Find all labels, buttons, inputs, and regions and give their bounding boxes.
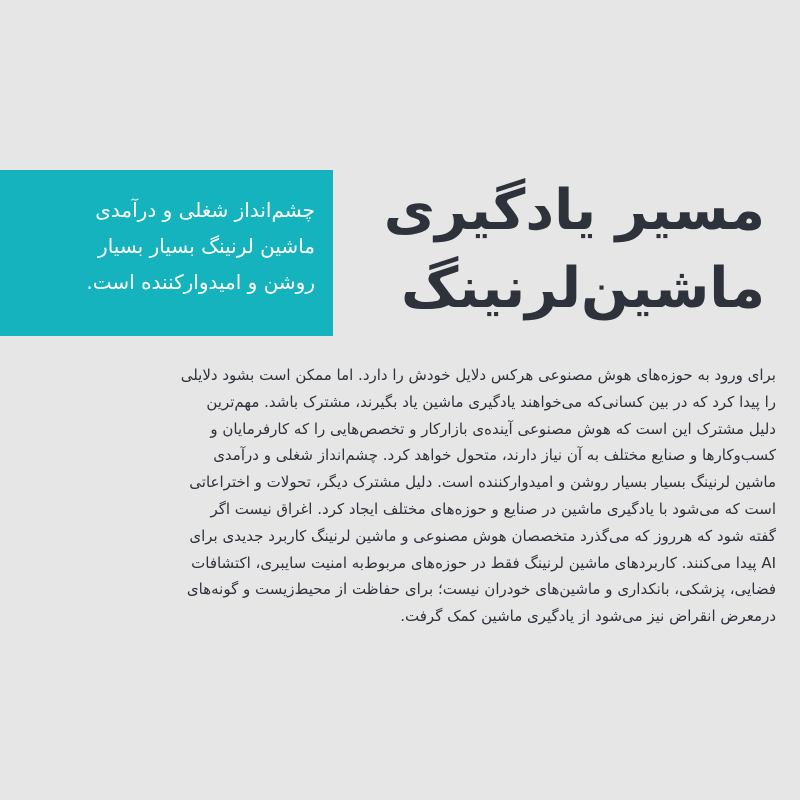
body-line: درمعرض انقراض نیز می‌شود از یادگیری ماشین کمک گرفت. — [400, 607, 776, 626]
highlight-callout-box — [0, 170, 333, 336]
title-line-2: ماشین‌لرنینگ — [401, 256, 765, 321]
callout-line-3: روشن و امیدوارکننده است. — [86, 270, 315, 294]
body-line: ماشین لرنینگ بسیار بسیار روشن و امیدوارکننده است. دلیل مشترک دیگر، تحولات و اختراعاتی — [189, 473, 776, 492]
callout-line-2: ماشین لرنینگ بسیار بسیار — [98, 234, 315, 258]
body-line: را پیدا کرد که در بین کسانی‌که می‌خواهند یادگیری ماشین یاد بگیرند، مشترک باشد. مهم‌ترین — [206, 392, 776, 411]
body-line: دلیل مشترک این است که هوش مصنوعی آینده‌ی بازارکار و تخصص‌هایی را که کارفرمایان و — [210, 419, 776, 438]
body-line: برای ورود به حوزه‌های هوش مصنوعی هرکس دلایل خودش را دارد. اما ممکن است بشود دلایلی — [180, 366, 776, 384]
body-line: فضایی، پزشکی، بانکداری و ماشین‌های خودران نیست؛ برای حفاظت از محیط‌زیست و گونه‌های — [186, 580, 776, 599]
body-line: AI پیدا می‌کنند. کاربردهای ماشین لرنینگ فقط در حوزه‌های مربوط‌به امنیت سایبری، اکتشافات — [191, 553, 776, 572]
article-title — [345, 172, 765, 328]
callout-line-1: چشم‌انداز شغلی و درآمدی — [95, 198, 315, 222]
body-line: است که می‌شود با یادگیری ماشین در صنایع و حوزه‌های مختلف ایجاد کرد. اغراق نیست اگر — [210, 499, 776, 518]
body-line: گفته شود که هرروز که می‌گذرد متخصصان هوش مصنوعی و ماشین لرنینگ کاربرد جدیدی برای — [189, 526, 776, 545]
title-line-1: مسیر یادگیری — [383, 178, 765, 243]
body-paragraph — [28, 362, 776, 630]
body-line: کسب‌وکارها و صنایع مختلف به آن نیاز دارند، متحول خواهد کرد. چشم‌انداز شغلی و درآمدی — [213, 446, 776, 465]
